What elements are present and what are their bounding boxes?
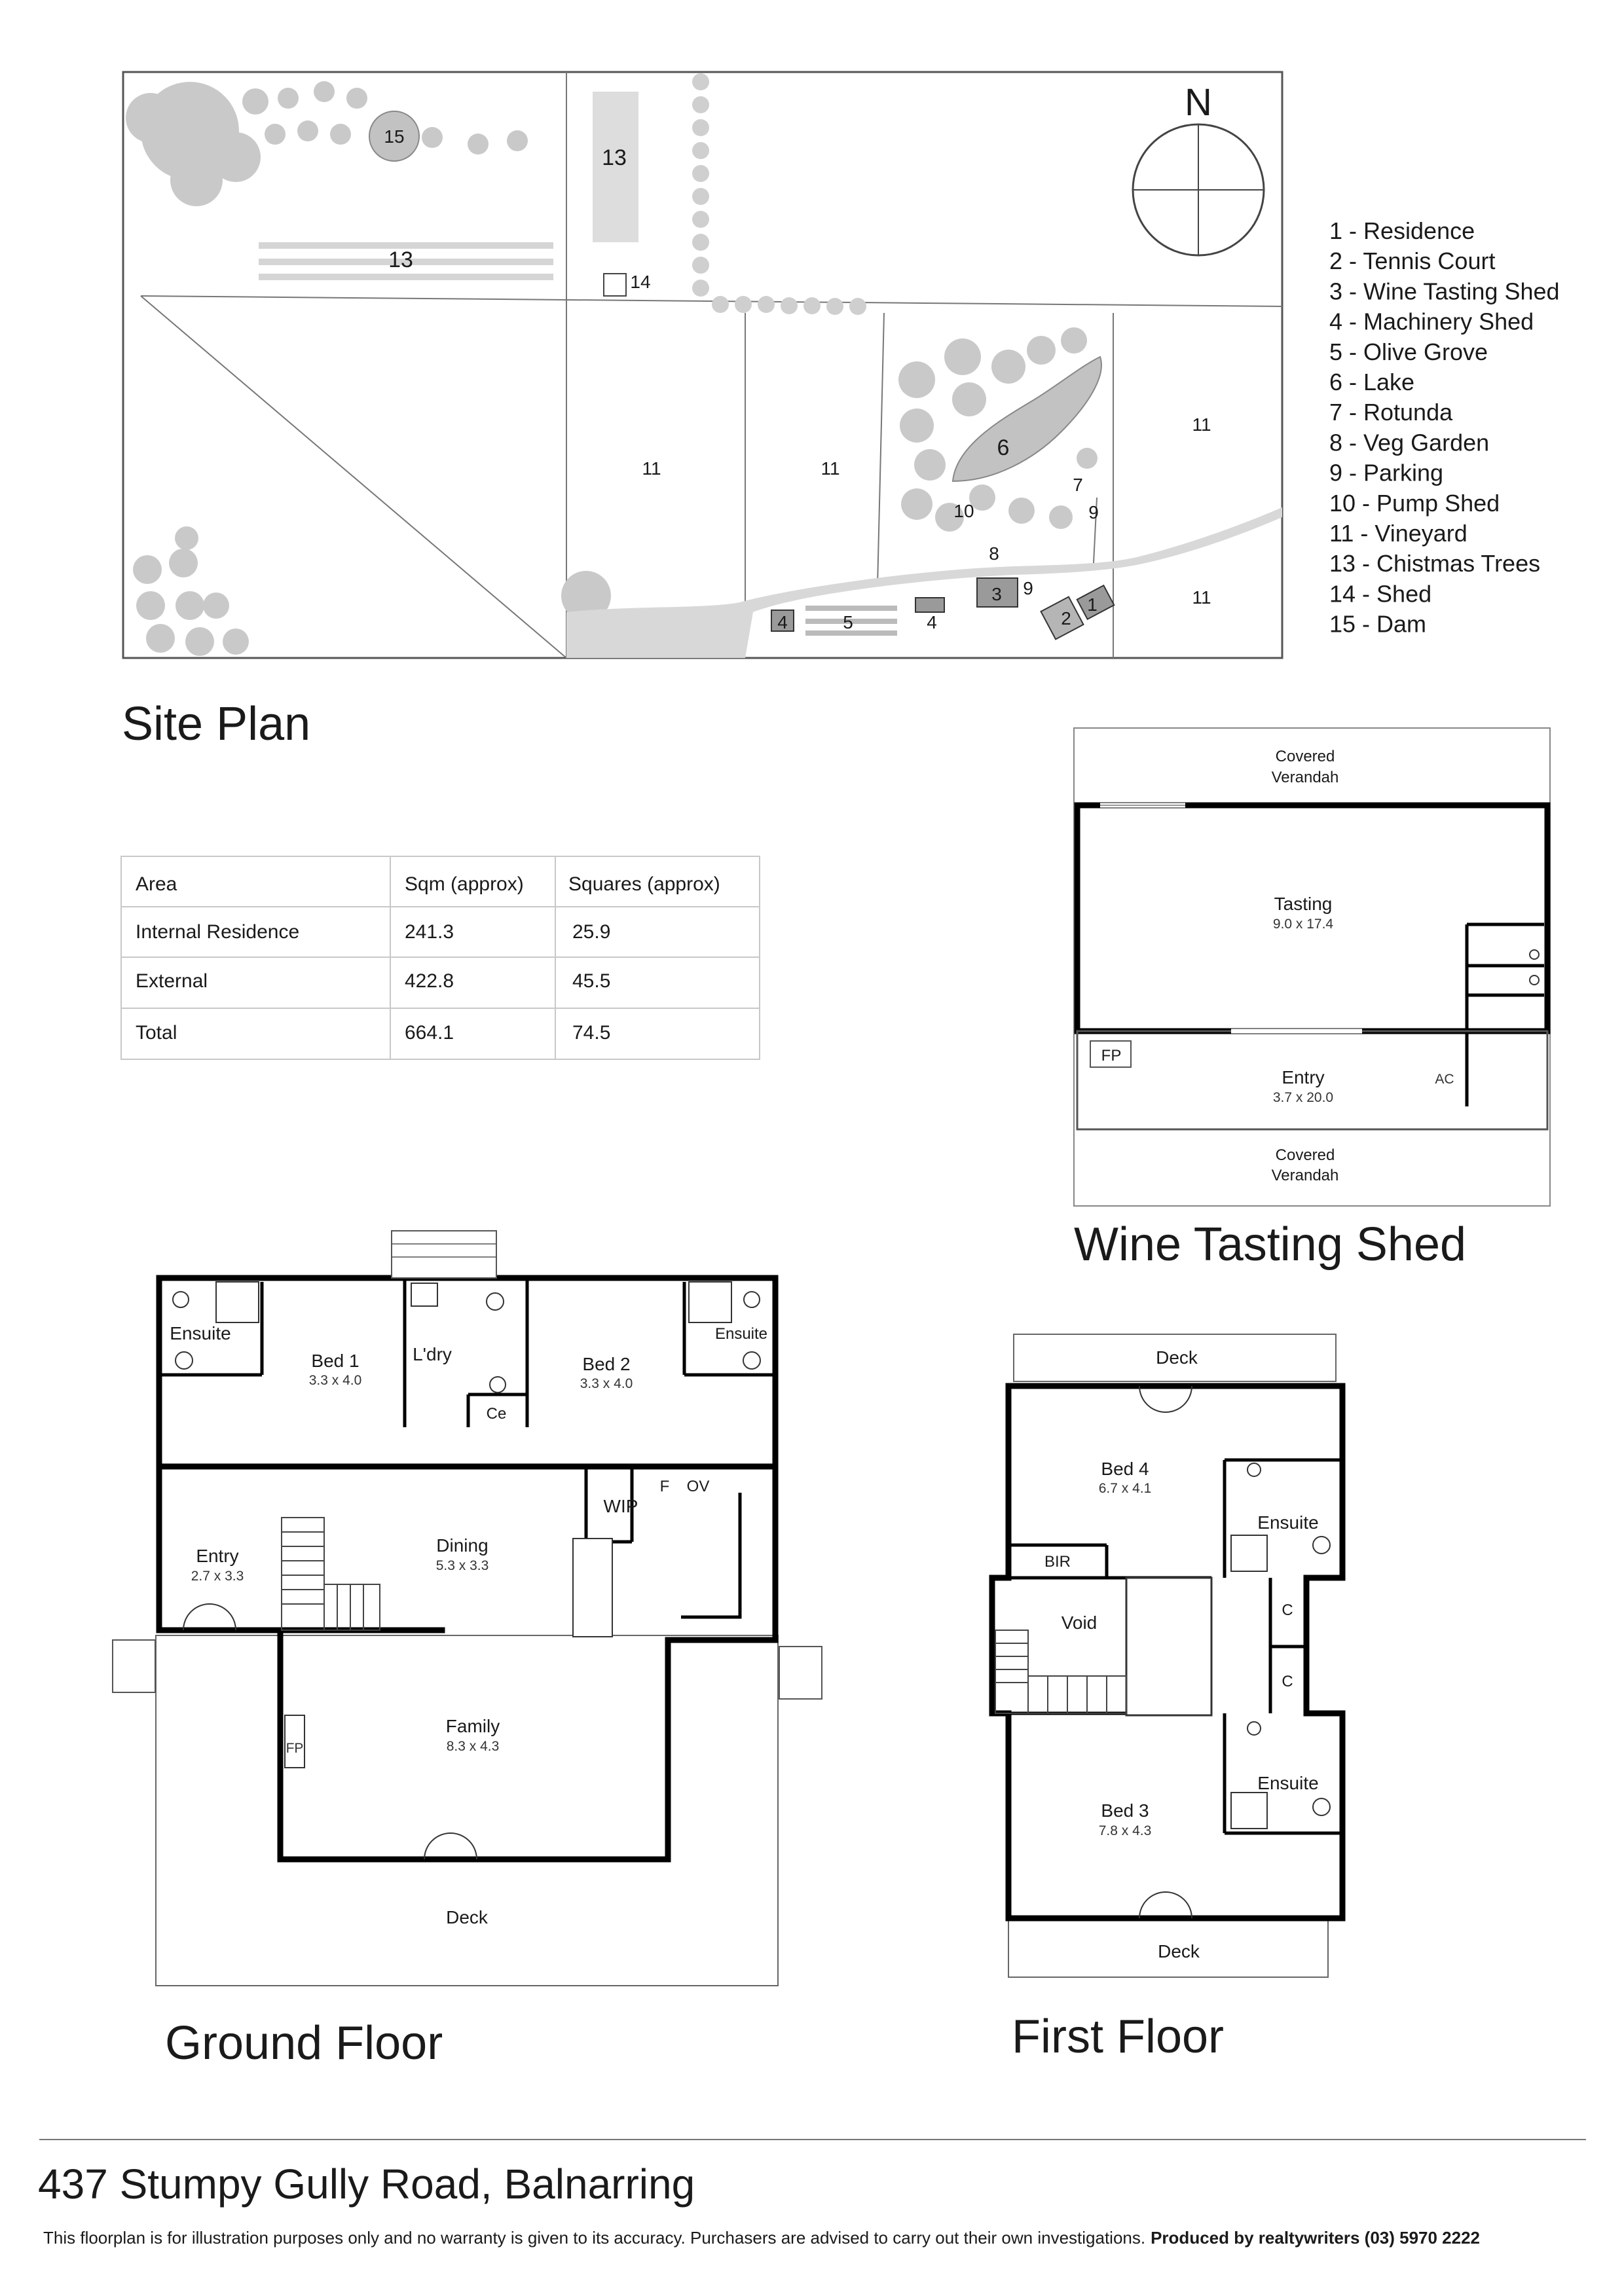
site-boundary [123, 72, 1282, 658]
ff-bed4-dims: 6.7 x 4.1 [1098, 1481, 1152, 1496]
site-marker-4a: 4 [777, 612, 788, 632]
site-marker-15: 15 [384, 126, 405, 147]
site-marker-4b: 4 [927, 612, 937, 632]
tasting-entry-label: Entry [1282, 1067, 1325, 1087]
first-floor-plan [992, 1334, 1342, 2063]
site-marker-11a: 11 [642, 458, 661, 479]
wine-tasting-shed-plan [1074, 728, 1550, 1271]
table-cell: 422.8 [405, 970, 454, 992]
site-plan-heading: Site Plan [122, 698, 311, 750]
legend-item: 2 - Tennis Court [1329, 247, 1496, 275]
gf-laundry-label: L'dry [413, 1344, 452, 1364]
gf-family-dims: 8.3 x 4.3 [446, 1739, 500, 1754]
site-marker-13b: 13 [388, 247, 413, 272]
ff-cupboard-1-label: C [1282, 1601, 1293, 1619]
area-table [121, 856, 760, 1059]
gf-entry-label: Entry [196, 1546, 239, 1566]
gf-entry-dims: 2.7 x 3.3 [191, 1569, 244, 1584]
tasting-room-dims: 9.0 x 17.4 [1272, 917, 1334, 932]
site-marker-2: 2 [1061, 608, 1071, 629]
gf-bed1-label: Bed 1 [311, 1351, 360, 1371]
gf-bed2-label: Bed 2 [582, 1354, 631, 1374]
site-marker-11b: 11 [821, 458, 840, 479]
table-cell: 45.5 [572, 970, 611, 992]
gf-fireplace-label: FP [286, 1741, 304, 1756]
site-marker-9a: 9 [1088, 502, 1099, 522]
tasting-ac-label: AC [1435, 1072, 1454, 1087]
tasting-fireplace-label: FP [1101, 1047, 1122, 1065]
legend-item: 11 - Vineyard [1329, 520, 1467, 547]
tasting-verandah-top-line1: Covered [1275, 748, 1335, 765]
ground-floor-heading: Ground Floor [165, 2017, 443, 2069]
gf-ensuite-right-label: Ensuite [714, 1325, 768, 1343]
site-legend [1329, 217, 1560, 638]
table-cell: 74.5 [572, 1022, 611, 1044]
gf-bed2-dims: 3.3 x 4.0 [580, 1376, 633, 1391]
table-header-cell: Sqm (approx) [405, 873, 524, 895]
legend-item: 6 - Lake [1329, 369, 1415, 395]
legend-item: 5 - Olive Grove [1329, 338, 1488, 365]
legend-item: 10 - Pump Shed [1329, 489, 1500, 517]
tasting-verandah-bottom-line1: Covered [1275, 1146, 1335, 1164]
gf-wip-label: WIP [603, 1496, 638, 1516]
legend-item: 3 - Wine Tasting Shed [1329, 278, 1560, 305]
compass-north-label: N [1185, 81, 1212, 124]
gf-ensuite-left-label: Ensuite [170, 1323, 231, 1343]
ff-bed4-label: Bed 4 [1101, 1459, 1149, 1479]
site-marker-7: 7 [1073, 475, 1083, 495]
gf-fridge-label: F [659, 1478, 670, 1495]
ff-bed3-dims: 7.8 x 4.3 [1098, 1823, 1152, 1838]
legend-item: 8 - Veg Garden [1329, 429, 1490, 456]
table-cell: Total [136, 1022, 177, 1044]
ff-cupboard-2-label: C [1282, 1673, 1293, 1690]
table-cell: External [136, 970, 208, 992]
legend-item: 7 - Rotunda [1329, 399, 1453, 426]
site-plan [122, 72, 1560, 750]
gf-ce-label: Ce [486, 1405, 507, 1423]
ff-bir-label: BIR [1044, 1553, 1071, 1571]
site-marker-3: 3 [991, 584, 1002, 604]
table-cell: 241.3 [405, 921, 454, 943]
tasting-verandah-bottom-line2: Verandah [1271, 1167, 1339, 1184]
gf-oven-label: OV [686, 1478, 710, 1495]
site-marker-13a: 13 [602, 145, 627, 170]
site-marker-1: 1 [1087, 594, 1098, 615]
tasting-entry-dims: 3.7 x 20.0 [1272, 1090, 1334, 1105]
ground-floor-plan [113, 1231, 822, 2069]
wine-tasting-shed-heading: Wine Tasting Shed [1074, 1218, 1467, 1271]
legend-item: 13 - Chistmas Trees [1329, 550, 1541, 577]
tasting-room-label: Tasting [1274, 894, 1333, 914]
gf-dining-label: Dining [436, 1535, 489, 1556]
legend-item: 15 - Dam [1329, 610, 1427, 638]
legend-item: 4 - Machinery Shed [1329, 308, 1534, 335]
ff-deck-top-label: Deck [1156, 1347, 1198, 1368]
disclaimer-body: This floorplan is for illustration purposes only and no warranty is given to its accuracy. Purchasers are advised to carry out their own investigations. [43, 2228, 1146, 2248]
table-cell: Internal Residence [136, 921, 300, 943]
ff-void-label: Void [1061, 1613, 1098, 1633]
machinery-shed-4b-shape [915, 598, 944, 612]
site-marker-9b: 9 [1023, 578, 1033, 598]
first-floor-heading: First Floor [1012, 2011, 1224, 2063]
table-cell: 664.1 [405, 1022, 454, 1044]
site-marker-6: 6 [997, 435, 1010, 460]
table-header-cell: Area [136, 873, 177, 895]
site-marker-8: 8 [989, 543, 999, 564]
ff-bed3-label: Bed 3 [1101, 1800, 1149, 1821]
gf-dining-dims: 5.3 x 3.3 [435, 1558, 489, 1573]
ff-deck-bottom-label: Deck [1158, 1941, 1200, 1961]
disclaimer-text [43, 2228, 1480, 2248]
tasting-verandah-top-line2: Verandah [1271, 769, 1339, 786]
shed-14-shape [604, 274, 626, 296]
gf-deck-label: Deck [446, 1907, 488, 1927]
gf-family-label: Family [445, 1716, 500, 1736]
site-marker-11d: 11 [1192, 587, 1211, 608]
property-address: 437 Stumpy Gully Road, Balnarring [38, 2160, 695, 2208]
site-marker-11c: 11 [1192, 414, 1211, 435]
site-marker-10: 10 [953, 501, 974, 521]
legend-item: 14 - Shed [1329, 580, 1432, 608]
legend-item: 1 - Residence [1329, 217, 1475, 244]
legend-item: 9 - Parking [1329, 459, 1444, 486]
site-marker-5: 5 [843, 612, 853, 632]
table-cell: 25.9 [572, 921, 611, 943]
ff-ensuite-top-label: Ensuite [1257, 1512, 1319, 1533]
producer-credit: Produced by realtywriters (03) 5970 2222 [1151, 2228, 1481, 2248]
ff-ensuite-bottom-label: Ensuite [1257, 1773, 1319, 1793]
gf-bed1-dims: 3.3 x 4.0 [308, 1373, 362, 1388]
site-marker-14: 14 [630, 272, 651, 292]
table-header-cell: Squares (approx) [568, 873, 720, 895]
